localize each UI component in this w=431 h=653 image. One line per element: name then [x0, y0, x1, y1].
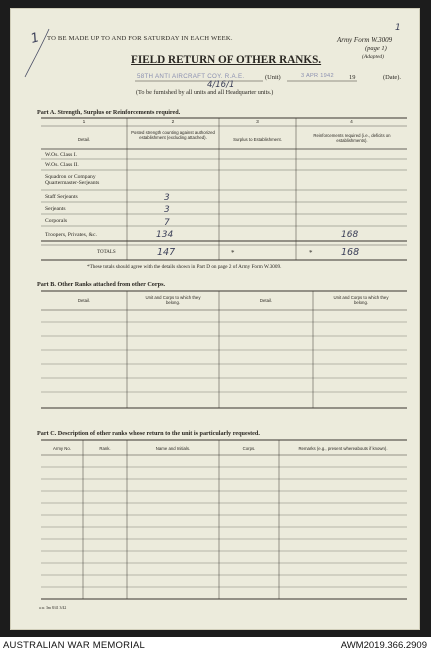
- partC-header-remarks: Remarks (e.g., present whereabouts if known).: [298, 446, 388, 451]
- unit-stamp: 58TH ANTI AIRCRAFT COY. R.A.E.: [137, 73, 245, 80]
- row-label-wo1: W.Os. Class I.: [45, 152, 77, 158]
- partB-header-detail-2: Detail.: [259, 298, 273, 303]
- totals-label: TOTALS: [97, 250, 116, 255]
- handwritten-ref: 4/16/1: [207, 80, 235, 90]
- partA-colnum-2: 2: [171, 120, 175, 125]
- partA-colnum-3: 3: [256, 120, 259, 125]
- partB-header-detail-1: Detail.: [77, 298, 91, 303]
- posted-troopers: 134: [156, 230, 174, 240]
- date-label: (Date).: [383, 74, 401, 81]
- year-prefix: 19: [349, 74, 356, 81]
- form-number: Army Form W.3009: [337, 36, 393, 44]
- partA-header-reinforcements: Reinforcements required (i.e., deficits on establishments).: [313, 133, 391, 144]
- partC-header-rank: Rank.: [99, 446, 111, 451]
- date-stamp: 3 APR 1942: [301, 73, 334, 79]
- margin-scribble: 1: [29, 30, 42, 47]
- total-surplus-mark: *: [231, 249, 235, 257]
- printer-note: a.w. 3m 8/41 3/42: [39, 606, 67, 610]
- form-page: [10, 8, 420, 630]
- furnish-note: (To be furnished by all units and all Headquarter units.): [136, 89, 274, 96]
- row-label-sjts: Serjeants: [45, 206, 66, 212]
- reinf-troopers: 168: [341, 230, 359, 240]
- page-note: (page 1): [365, 45, 387, 52]
- page-title: FIELD RETURN OF OTHER RANKS.: [131, 54, 322, 66]
- row-label-corporals: Corporals: [45, 218, 68, 224]
- partA-colnum-4: 4: [350, 120, 353, 125]
- row-label-troopers: Troopers, Privates, &c.: [45, 232, 97, 238]
- partC-header-corps: Corps.: [242, 446, 256, 451]
- adapted-note: (Adapted): [362, 54, 384, 60]
- partC-header-army-no: Army No.: [53, 446, 71, 451]
- total-reinf-mark: *: [309, 249, 313, 257]
- partA-header-surplus: Surplus to Establishment.: [233, 137, 282, 142]
- corner-mark: 1: [395, 23, 401, 33]
- partA-header-detail: Detail.: [77, 137, 91, 142]
- row-label-cqms: Squadron or Company Quartermaster-Serjeants: [45, 174, 100, 187]
- partC-heading: Part C. Description of other ranks whose return to the unit is particularly requested.: [37, 430, 260, 437]
- partA-header-posted: Posted strength counting against authorized establishment (excluding attached).: [131, 130, 215, 141]
- partC-header-name: Name and Initials.: [155, 446, 191, 451]
- partC-grid: [11, 9, 420, 630]
- partA-footnote: *These totals should agree with the details shown in Part D on page 2 of Army Form W.3009.: [87, 264, 282, 270]
- archive-reference: AWM2019.366.2909: [340, 640, 427, 651]
- row-label-wo2: W.Os. Class II.: [45, 162, 79, 168]
- partB-header-unit-1: Unit and Corps to which they belong.: [145, 295, 201, 306]
- posted-corporals: 7: [164, 218, 170, 228]
- posted-staff-sjts: 3: [164, 193, 170, 203]
- row-label-staff-sjts: Staff Serjeants: [45, 194, 78, 200]
- unit-label: (Unit): [265, 74, 281, 81]
- partB-heading: Part B. Other Ranks attached from other Corps.: [37, 281, 166, 288]
- posted-sjts: 3: [164, 205, 170, 215]
- archive-name: AUSTRALIAN WAR MEMORIAL: [3, 640, 146, 651]
- top-instruction: TO BE MADE UP TO AND FOR SATURDAY IN EACH WEEK.: [47, 35, 233, 42]
- partA-heading: Part A. Strength, Surplus or Reinforcements required.: [37, 109, 181, 116]
- total-reinf: 168: [341, 247, 360, 258]
- total-posted: 147: [157, 247, 176, 258]
- partB-header-unit-2: Unit and Corps to which they belong.: [333, 295, 389, 306]
- partA-colnum-1: 1: [82, 120, 86, 125]
